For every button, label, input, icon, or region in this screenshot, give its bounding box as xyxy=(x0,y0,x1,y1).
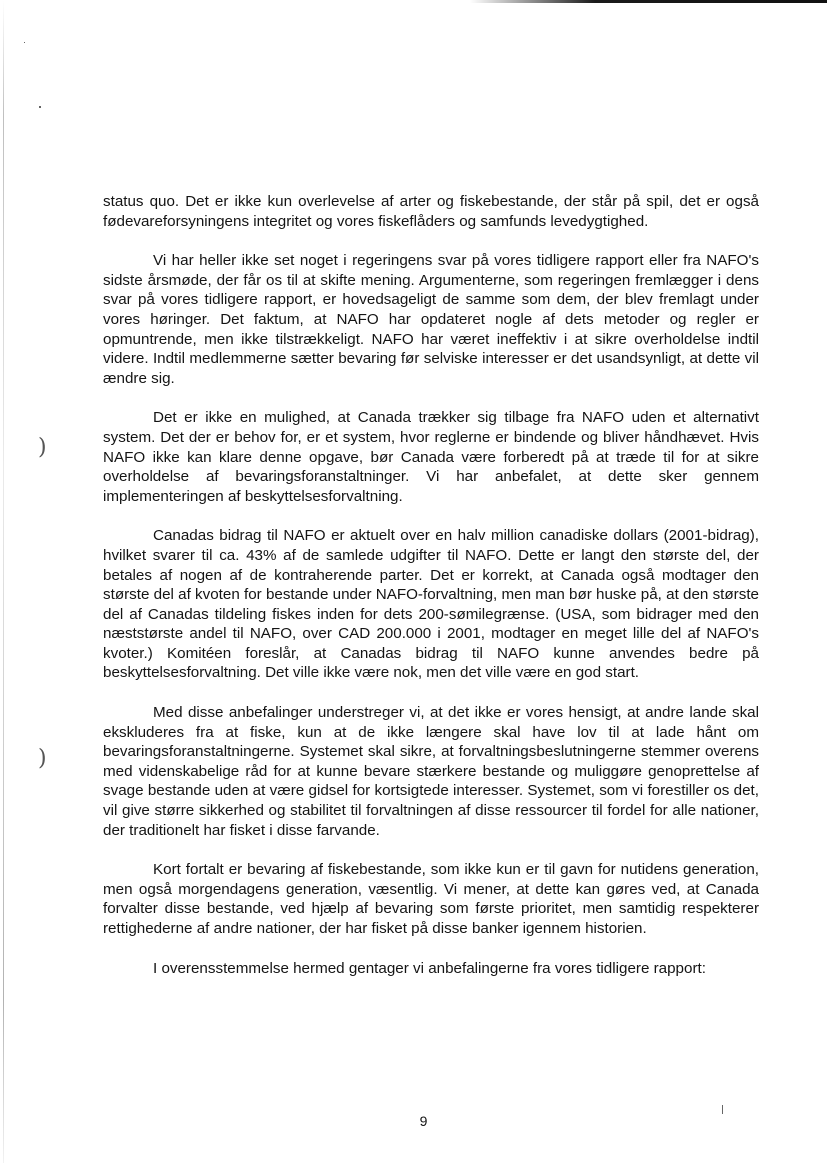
binder-hole-mark-upper: ) xyxy=(38,435,47,460)
scan-top-edge-line xyxy=(470,0,827,3)
scan-speck xyxy=(39,106,41,108)
document-body xyxy=(103,192,759,998)
paragraph-government-response: Vi har heller ikke set noget i regeringens svar på vores tidligere rapport eller fra NAFO's sidste årsmøde, der får os til at skifte mening. Argumenterne, som regeringen fremlægger i dens svar på vores tidligere rapport, er hovedsageligt de samme som dem, der blev fremlagt under vores høringer. Det faktum, at NAFO har opdateret nogle af dets metoder og regler er opmuntrende, men ikke tilstrækkeligt. NAFO har været ineffektiv i at sikre overholdelse indtil videre. Indtil medlemmerne sætter bevaring før selviske interesser er det usandsynligt, at dette vil ændre sig. xyxy=(103,252,759,387)
paragraph-summary: Kort fortalt er bevaring af fiskebestande, som ikke kun er til gavn for nutidens generation, men også morgendagens generation, væsentlig. Vi mener, at dette kan gøres ved, at Canada forvalter disse bestande, ved hjælp af bevaring som første prioritet, men samtidig respekterer rettighederne af andre nationer, der har fisket på disse banker igennem historien. xyxy=(103,861,759,937)
page-number: 9 xyxy=(419,1113,428,1129)
paragraph-withdrawal-alternative: Det er ikke en mulighed, at Canada trækker sig tilbage fra NAFO uden et alternativt system. Det der er behov for, er et system, hvor reglerne er bindende og bliver håndhævet. Hvis NAFO ikke kan klare denne opgave, bør Canada være forberedt på at træde til for at sikre overholdelse af bevaringsforanstaltninger. Vi har anbefalet, at dette sker gennem implementeringen af beskyttelsesforvaltning. xyxy=(103,409,759,505)
paragraph-recommendations-intent: Med disse anbefalinger understreger vi, at det ikke er vores hensigt, at andre lande skal ekskluderes fra at fiske, kun at de ikke længere skal have lov til at lade hånt om bevaringsforanstaltningerne. Systemet skal sikre, at forvaltningsbeslutningerne stemmer overens med videnskabelige råd for at kunne bevare stærkere bestande og muliggøre genoprettelse af svage bestande uden at være gidsel for kortsigtede interesser. Systemet, som vi forestiller os det, vil give større sikkerhed og stabilitet til forvaltningen af disse ressourcer til fordel for alle nationer, der traditionelt har fisket i disse farvande. xyxy=(103,704,759,839)
scan-speck xyxy=(722,1105,723,1114)
scan-speck xyxy=(24,42,25,43)
paragraph-status-quo: status quo. Det er ikke kun overlevelse af arter og fiskebestande, der står på spil, det er også fødevareforsyningens integritet og vores fiskeflåders og samfunds levedygtighed. xyxy=(103,193,759,230)
paragraph-reiterate-recommendations: I overensstemmelse hermed gentager vi anbefalingerne fra vores tidligere rapport: xyxy=(153,959,706,977)
binder-hole-mark-lower: ) xyxy=(38,746,47,771)
paragraph-canada-contribution: Canadas bidrag til NAFO er aktuelt over en halv million canadiske dollars (2001-bidrag), hvilket svarer til ca. 43% af de samlede udgifter til NAFO. Dette er langt den største del, der betales af nogen af de kontraherende parter. Det er korrekt, at Canada også modtager den største del af kvoten for bestande under NAFO-forvaltning, men man bør huske på, at den største del af Canadas tildeling fiskes inden for dets 200-sømilegrænse. (USA, som bidrager med den næststørste andel til NAFO, over CAD 200.000 i 2001, modtager en meget lille del af NAFO's kvoter.) Komitéen foreslår, at Canadas bidrag til NAFO kunne anvendes bedre på beskyttelsesforvaltning. Det ville ikke være nok, men det ville være en god start. xyxy=(103,527,759,682)
scan-left-edge xyxy=(3,0,4,1163)
